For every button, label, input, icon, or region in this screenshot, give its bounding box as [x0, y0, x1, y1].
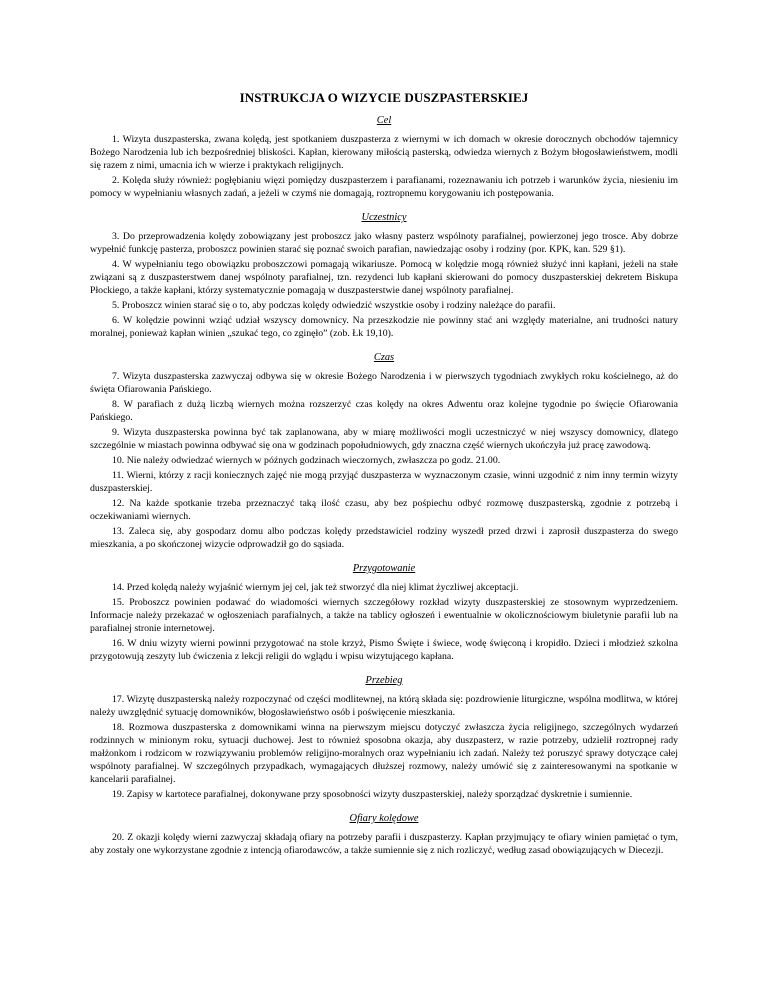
document-page	[90, 0, 678, 859]
paragraph-8: 8. W parafiach z dużą liczbą wiernych można rozszerzyć czas kolędy na okres Adwentu oraz kolejne tygodnie po święcie Ofiarowania Pańskiego.	[90, 399, 678, 423]
section-heading-ofiary: Ofiary kolędowe	[349, 813, 419, 824]
paragraph-18: 18. Rozmowa duszpasterska z domownikami winna na pierwszym miejscu dotyczyć zwłaszcza życia religijnego, szczególnych wydarzeń rodzinnych w minionym roku, sytuacji duchowej. Jest to również sposobna okazja, aby duszpasterz, w razie potrzeby, udzielił roztropnej rady małżonkom i rodzicom w rozwiązywaniu problemów religijno-moralnych oraz wypełnianiu ich zadań. Należy też poruszyć sprawy dotyczące całej wspólnoty parafialnej. W szczególnych przypadkach, wymagających dłuższej rozmowy, należy umówić się z zainteresowanymi na spotkanie w kancelarii parafialnej.	[90, 722, 678, 785]
paragraph-3: 3. Do przeprowadzenia kolędy zobowiązany jest proboszcz jako własny pasterz wspólnoty parafialnej, powierzonej jego trosce. Aby dobrze wypełnić funkcję pasterza, proboszcz powinien starać się poznać swoich parafian, nawiedzając osoby i rodziny (por. KPK, kan. 529 §1).	[90, 231, 678, 255]
paragraph-10: 10. Nie należy odwiedzać wiernych w późnych godzinach wieczornych, zwłaszcza po godz. 21.00.	[112, 455, 501, 466]
paragraph-7: 7. Wizyta duszpasterska zazwyczaj odbywa się w okresie Bożego Narodzenia i w pierwszych tygodniach zwykłych roku kościelnego, aż do święta Ofiarowania Pańskiego.	[90, 371, 678, 395]
document-title: INSTRUKCJA O WIZYCIE DUSZPASTERSKIEJ	[239, 90, 529, 105]
paragraph-13: 13. Zaleca się, aby gospodarz domu albo podczas kolędy przedstawiciel rodziny wyszedł przed drzwi i zaprosił duszpasterza do swego mieszkania, a po skończonej wizycie odprowadził go do sąsiada.	[90, 526, 678, 550]
paragraph-6: 6. W kolędzie powinni wziąć udział wszyscy domownicy. Na przeszkodzie nie powinny stać ani względy materialne, ani trudności natury moralnej, ponieważ kapłan winien „szukać tego, co zginęło” (zob. Łk 19,10).	[90, 315, 678, 339]
section-heading-cel: Cel	[376, 115, 392, 126]
paragraph-14: 14. Przed kolędą należy wyjaśnić wiernym jej cel, jak też stworzyć dla niej klimat życzliwej akceptacji.	[112, 582, 519, 593]
section-heading-uczestnicy: Uczestnicy	[361, 212, 407, 223]
paragraph-20: 20. Z okazji kolędy wierni zazwyczaj składają ofiary na potrzeby parafii i duszpasterzy. Kapłan przyjmujący te ofiary winien pamiętać o tym, aby zostały one wykorzystane zgodnie z intencją ofiarodawców, a także sumiennie się z nich rozliczyć, według zasad obowiązujących w Diecezji.	[90, 832, 678, 856]
paragraph-15: 15. Proboszcz powinien podawać do wiadomości wiernych szczegółowy rozkład wizyty duszpasterskiej ze stosownym wyprzedzeniem. Informacje należy przekazać w ogłoszeniach parafialnych, a także na tablicy ogłoszeń i ewentualnie w okolicznościowym biuletynie parafii lub na parafialnej stronie internetowej.	[90, 597, 678, 634]
paragraph-9: 9. Wizyta duszpasterska powinna być tak zaplanowana, aby w miarę możliwości mogli uczestniczyć w niej wszyscy domownicy, dlatego szczególnie w miastach powinna odbywać się ona w godzinach popołudniowych, gdy znaczna część wiernych ukończyła już pracę zawodową.	[90, 427, 678, 451]
paragraph-11: 11. Wierni, którzy z racji koniecznych zajęć nie mogą przyjąć duszpasterza w wyznaczonym czasie, winni uzgodnić z nim inny termin wizyty duszpasterskiej.	[90, 470, 678, 494]
paragraph-4: 4. W wypełnianiu tego obowiązku proboszczowi pomagają wikariusze. Pomocą w kolędzie mogą również służyć inni kapłani, jeżeli na stałe związani są z duszpasterstwem danej wspólnoty parafialnej, tzn. rezydenci lub kapłani skierowani do pomocy duszpasterskiej dekretem Biskupa Płockiego, a także kapłani, którzy systematycznie pomagają w duszpasterstwie danej wspólnoty parafialnej.	[90, 259, 678, 296]
section-heading-przebieg: Przebieg	[365, 675, 403, 686]
section-heading-czas: Czas	[373, 352, 395, 363]
paragraph-5: 5. Proboszcz winien starać się o to, aby podczas kolędy odwiedzić wszystkie osoby i rodziny należące do parafii.	[112, 300, 556, 311]
paragraph-12: 12. Na każde spotkanie trzeba przeznaczyć taką ilość czasu, aby bez pośpiechu odbyć rozmowę duszpasterską, zgodnie z potrzebą i oczekiwaniami wiernych.	[90, 498, 678, 522]
paragraph-17: 17. Wizytę duszpasterską należy rozpoczynać od części modlitewnej, na którą składa się: pozdrowienie liturgiczne, wspólna modlitwa, w której należy uwzględnić sytuację domowników, błogosławieństwo osób i poświęcenie mieszkania.	[90, 694, 678, 718]
paragraph-19: 19. Zapisy w kartotece parafialnej, dokonywane przy sposobności wizyty duszpasterskiej, należy sporządzać dyskretnie i sumiennie.	[112, 789, 633, 800]
paragraph-1: 1. Wizyta duszpasterska, zwana kolędą, jest spotkaniem duszpasterza z wiernymi w ich domach w okresie dorocznych obchodów tajemnicy Bożego Narodzenia lub ich bezpośredniej bliskości. Kapłan, kierowany miłością pasterską, odwiedza wiernych z Bożym błogosławieństwem, modli się razem z nimi, umacnia ich w wierze i praktykach religijnych.	[90, 134, 678, 171]
paragraph-16: 16. W dniu wizyty wierni powinni przygotować na stole krzyż, Pismo Święte i świece, wodę święconą i kropidło. Dzieci i młodzież szkolna przygotowują zeszyty lub ćwiczenia z lekcji religii do wglądu i wpisu wizytującego kapłana.	[90, 638, 678, 662]
paragraph-2: 2. Kolęda służy również: pogłębianiu więzi pomiędzy duszpasterzem i parafianami, rozeznawaniu ich potrzeb i warunków życia, niesieniu im pomocy w wypełnianiu własnych zadań, a jeżeli w czymś nie domagają, roztropnemu korygowaniu ich postępowania.	[90, 175, 678, 199]
section-heading-przygotowanie: Przygotowanie	[352, 563, 416, 574]
